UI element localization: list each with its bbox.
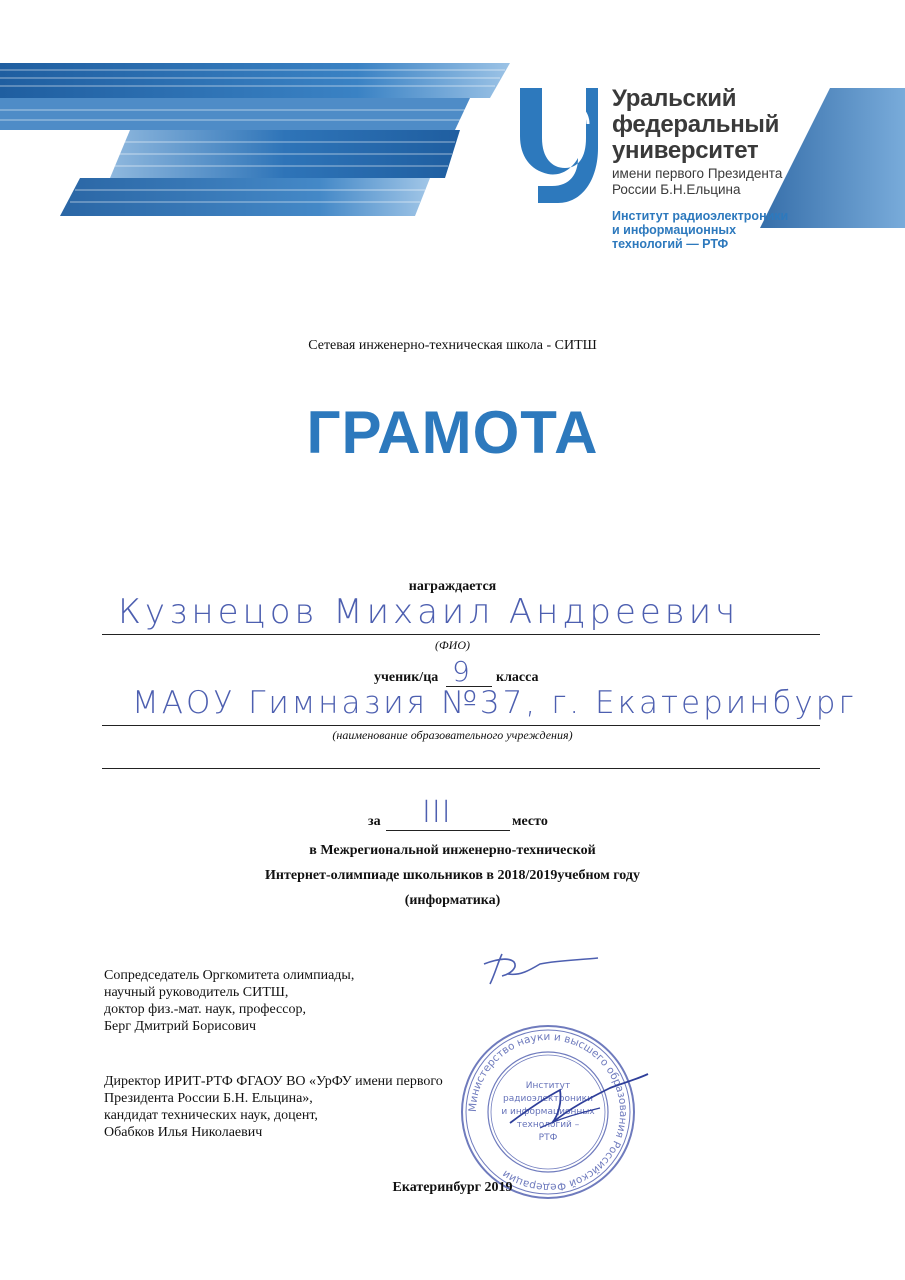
university-name — [612, 86, 852, 164]
place-prefix: за — [368, 814, 381, 829]
event-line: в Межрегиональной инженерно-технической — [309, 843, 596, 858]
signer2-line: Директор ИРИТ-РТФ ФГАОУ ВО «УрФУ имени первого — [104, 1074, 443, 1089]
name-underline — [102, 634, 820, 635]
institution-name: МАОУ Гимназия №37, г. Екатеринбург — [132, 685, 857, 721]
signer2-line: Президента России Б.Н. Ельцина», — [104, 1091, 313, 1106]
place-suffix: место — [512, 814, 548, 829]
certificate-title: ГРАМОТА — [306, 399, 599, 466]
stamp-inner-line: и информационных — [501, 1107, 595, 1117]
institute-line: Институт радиоэлектроники — [612, 209, 789, 223]
institute-line: и информационных — [612, 223, 737, 237]
signer1-line: Берг Дмитрий Борисович — [104, 1019, 257, 1034]
grade-value: 9 — [452, 655, 470, 688]
signer1-line: научный руководитель СИТШ, — [104, 985, 289, 1000]
institution-underline — [102, 725, 820, 726]
university-line: Уральский — [612, 85, 737, 112]
extra-underline — [102, 768, 820, 769]
signer2-line: кандидат технических наук, доцент, — [104, 1108, 318, 1123]
school-name: Сетевая инженерно-техническая школа - СИТШ — [308, 338, 597, 353]
awarded-label: награждается — [408, 579, 497, 594]
stamp-inner-line: Институт — [525, 1081, 571, 1091]
institute-line: технологий — РТФ — [612, 237, 729, 251]
university-sub-line: имени первого Президента — [612, 166, 783, 181]
grade-prefix: ученик/ца — [374, 670, 439, 685]
event-subject: (информатика) — [404, 893, 501, 908]
event-line: Интернет-олимпиаде школьников в 2018/2019учебном году — [265, 868, 640, 883]
name-caption: (ФИО) — [435, 638, 470, 652]
signer2-block — [104, 1073, 443, 1141]
stamp-inner-line: РТФ — [538, 1133, 558, 1143]
stamp-inner-line: технологий – — [516, 1120, 580, 1130]
signature1-icon — [470, 944, 600, 994]
university-subtitle — [612, 166, 852, 198]
university-sub-line: России Б.Н.Ельцина — [612, 182, 741, 197]
place-value: III — [422, 795, 452, 830]
university-line: университет — [612, 137, 759, 164]
recipient-name: Кузнецов Михаил Андреевич — [118, 592, 740, 632]
urfu-logo-icon — [520, 88, 598, 203]
institute-name — [612, 209, 852, 251]
university-line: федеральный — [612, 111, 780, 138]
grade-suffix: класса — [496, 670, 539, 685]
stamp-inner-line: радиоэлектроники — [503, 1094, 593, 1104]
signature2-icon — [500, 1068, 650, 1138]
footer-city-year: Екатеринбург 2019 — [392, 1180, 513, 1195]
stamp-outer-text: Министерство науки и высшего образования Российской Федерации — [466, 1030, 630, 1194]
signer1-block — [104, 967, 354, 1035]
signer1-line: доктор физ.-мат. наук, профессор, — [104, 1002, 306, 1017]
institution-caption: (наименование образовательного учреждения) — [332, 728, 573, 742]
place-underline — [386, 830, 510, 831]
signer1-line: Сопредседатель Оргкомитета олимпиады, — [104, 968, 355, 983]
signer2-line: Обабков Илья Николаевич — [104, 1125, 263, 1140]
